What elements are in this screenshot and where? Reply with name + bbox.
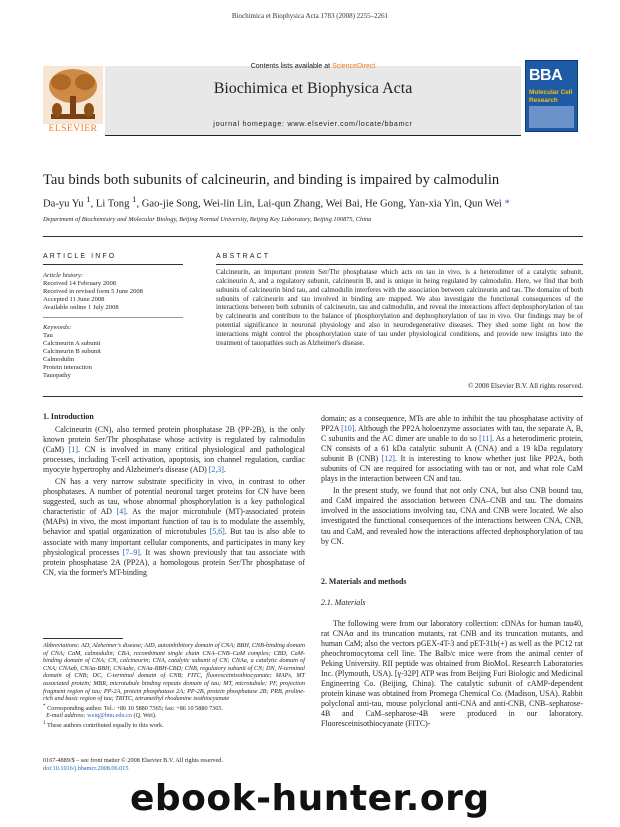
- corresponding-note: * Corresponding author. Tel.: +86 10 5880 7365; fax: +86 10 5880 7365.: [43, 702, 224, 712]
- equal-contribution-mark[interactable]: 1: [132, 194, 137, 204]
- history-item: Available online 1 July 2008: [43, 304, 119, 311]
- footnote-divider: [43, 638, 123, 639]
- keywords-label: Keywords:: [43, 324, 72, 331]
- article-info: [43, 272, 183, 380]
- article-info-heading: ARTICLE INFO: [43, 253, 117, 260]
- contents-prefix: Contents lists available at: [250, 63, 333, 70]
- equal-note: $^1$ These authors contributed equally to this work.: [43, 720, 164, 730]
- history-label: Article history:: [43, 272, 84, 279]
- citation-link[interactable]: [10]: [341, 424, 355, 434]
- subsection-heading: 2.1. Materials: [321, 598, 366, 607]
- citation-link[interactable]: [1]: [68, 445, 78, 455]
- history-item: Received 14 February 2008: [43, 280, 117, 287]
- keyword: Tau: [43, 332, 53, 339]
- keyword: Calmodulin: [43, 356, 75, 363]
- keyword: Calcineurin B subunit: [43, 348, 101, 355]
- affiliation: Department of Biochemistry and Molecular Biology, Beijing Normal University, Beijing Key Laboratory, Beijing 100875, China: [43, 216, 372, 223]
- citation-link[interactable]: [12]: [381, 454, 395, 464]
- divider: [43, 236, 583, 237]
- author-others: , Gao-jie Song, Wei-lin Lin, Lai-qun Zhang, Wei Bai, He Gong, Yan-xia Yin, Qun Wei: [136, 198, 505, 210]
- copyright: © 2008 Elsevier B.V. All rights reserved.: [467, 382, 583, 390]
- running-head: Biochimica et Biophysica Acta 1783 (2008) 2255–2261: [231, 12, 389, 20]
- abstract-text: Calcineurin, an important protein Ser/Thr phosphatase which acts on tau in vivo, is a heterodimer of a catalytic subunit, calcineurin A, and a regulatory subunit, calcineurin B, and is unique in being regulated by calmodulin. Here, we find that both subunits of calcineurin bind tau, and calmodulin interferes with the association between calcineurin and tau. The domains of both subunits of calcineurin and tau involved in binding are mapped. We also investigate the functional consequences of the interactions between both subunits of calcineurin, tau and calmodulin, and reveal the interactions affect dephosphorylation of tau by calcineurin and contribute to the balance of phosphorylation and dephosphorylation of tau in vivo. Our findings may be of potential significance in neuronal physiology and also in neurodegenerative diseases. They shed some light on how the interactions might control the phosphorylation state of tau under physiological conditions, and provide new insights into the treatment of tauopathies such as Alzheimer's disease.: [216, 268, 583, 347]
- cover-subtitle: Molecular Cell Research: [529, 89, 573, 104]
- journal-cover-thumbnail[interactable]: [525, 60, 578, 132]
- divider: [43, 312, 183, 318]
- keyword: Calcineurin A subunit: [43, 340, 101, 347]
- author-yu: Da-yu Yu: [43, 198, 87, 210]
- contents-line: [43, 63, 583, 70]
- article-title: Tau binds both subunits of calcineurin, and binding is impaired by calmodulin: [43, 172, 500, 188]
- email-link[interactable]: weiq@bnu.edu.cn: [87, 712, 132, 720]
- materials-column: [321, 619, 583, 732]
- footnotes: [43, 642, 305, 730]
- paragraph: domain; as a consequence, MTs are able to inhibit the tau phosphatase activity of PP2A [10]. Although the PP2A holoenzyme associates with tau, the separate A, B, C subunits and the AC dimer are unable to do so [11]. As a heterodimeric protein, CN consists of a 61 kDa catalytic subunit A (CNA) and a 19 kDa regulatory subunit B (CNB) [12]. It is interesting to know whether just like PP2A, both subunits of CN are required for associating with tau or not, and what role CaM plays in the interaction between CN and tau.: [321, 414, 583, 484]
- abbreviations: Abbreviations: AD, Alzheimer's disease; AID, autoinhibitory domain of CNA; BBH, CNB-binding domain of CNA; CaM, calmodulin; CBA, recombinant single chain CNA–CNB–CaM complex; CBD, CaM-binding domain of CNA; CN, calcineurin; CNA, catalytic subunit of CN; CNAa, a catalytic domain of CNA; CNAab, CNAa-BBH; CNAabc, CNAa-BBH-CBD; CNB, regulatory subunit of CN; DN, N-terminal domain of CNB; DC, C-terminal domain of CNB; FITC, fluoresceinisothiocyanate; MAPs, MT associated protein; MBR, microtubule binding repeats domain of tau; MT, microtubule; PF, projection fragment region of tau; PP-2A, protein phosphatase 2A; PP-2B, protein phosphatase 2B; PRB, proline-rich and basic region of tau; TRITC, tetramethyl rhodamine isothiocyanate: [43, 642, 305, 703]
- citation-link[interactable]: [5,6]: [209, 527, 225, 537]
- elsevier-tree-icon: [43, 66, 103, 132]
- paragraph: Calcineurin (CN), also termed protein phosphatase 2B (PP-2B), is the only known protein Ser/Thr phosphatase whose activity is regulated by calmodulin (CaM) [1]. CN is involved in many critical physiological and pathological processes, including T-cell activation, apoptosis, ion channel regulation, cardiac myocyte hypertrophy and Alzheimer's disease (AD) [2,3].: [43, 425, 305, 475]
- sciencedirect-link[interactable]: ScienceDirect: [332, 63, 376, 70]
- section-heading: 2. Materials and methods: [321, 577, 407, 586]
- keyword: Protein interaction: [43, 364, 92, 371]
- journal-masthead: [43, 58, 583, 136]
- divider: [216, 264, 583, 265]
- keyword: Tauopathy: [43, 372, 71, 379]
- history-item: Received in revised form 5 June 2008: [43, 288, 143, 295]
- paragraph: CN has a very narrow substrate specificity in vivo, in contrast to other phosphatases. A number of potential neuronal target proteins for CN have been suggested, such as tau, whose abnormal phosphorylation is a key pathological characteristic of AD [4]. As the major microtubule (MT)-associated protein (MAPs) in vivo, the most important function of tau is to modulate the assembly, behavior and spatial organization of microtubules [5,6]. But tau is also able to associate with many important cellular components, and participates in many key physiological processes [7–9]. It was shown previously that tau associate with protein phosphatase 2A (PP2A), a homologous protein Ser/Thr phosphatase of CN, via the former's MT-binding: [43, 477, 306, 577]
- divider: [43, 396, 583, 397]
- watermark: ebook-hunter.org: [130, 778, 490, 819]
- issn-line: 0167-4889/$ – see front matter © 2008 Elsevier B.V. All rights reserved.: [43, 757, 223, 764]
- paragraph: In the present study, we found that not only CNA, but also CNB bound tau, and CaM impaired the association between CNA–CNB and tau. The domains involved in the associations involving tau, CNA and CNB were located. We also investigated the functional consequences of the interactions between CNA, CNB, tau and CaM, and revealed how the interactions affected dephosphorylation of tau by CN.: [321, 486, 583, 546]
- abstract-heading: ABSTRACT: [216, 253, 271, 260]
- divider: [43, 264, 183, 265]
- history-item: Accepted 11 June 2008: [43, 296, 105, 303]
- cover-title: BBA: [529, 67, 563, 84]
- citation-link[interactable]: [7–9]: [122, 547, 140, 557]
- email-note: E-mail address: weiq@bnu.edu.cn (Q. Wei).: [46, 712, 157, 720]
- journal-name: Biochimica et Biophysica Acta: [213, 80, 413, 97]
- citation-link[interactable]: [11]: [479, 434, 492, 444]
- citation-link[interactable]: [4]: [116, 507, 126, 517]
- page-footer: [43, 757, 305, 772]
- citation-link[interactable]: [2,3]: [208, 465, 224, 475]
- author-tong: , Li Tong: [90, 198, 133, 210]
- right-column: [321, 414, 583, 549]
- author-list: [43, 194, 583, 210]
- corresponding-author-mark[interactable]: *: [504, 198, 510, 210]
- paragraph: The following were from our laboratory collection: cDNAs for human tau40, rat CNAα and its truncation mutants, rat CNB and its truncation mutants, and human CaM; also the vectors pGEX-4T-3 and pET-31b(+) as well as the PC12 rat pheochromocytoma cell line. The Balb/c mice were from the animal center of Peking University. RII peptide was obtained from BioMoL Research Laboratories Inc. (Plymouth, USA). [γ-32P] ATP was from Beijing Furi Biologic and Medicinal Engineering Co. (Beijing, China). The catalytic subunit of cAMP-dependent protein kinase was obtained from Promega Chemical Co. (Madison, USA). Rabbit polyclonal anti-tau, mouse polyclonal anti-CNA and anti-CNB, CNB–sepharose-4B and CaM–sepharose-4B were produced in our laboratory. Fluoresceinisothiocyanate (FITC)-: [321, 619, 583, 729]
- doi-link[interactable]: doi:10.1016/j.bbamcr.2008.06.015: [43, 764, 129, 772]
- cover-artwork: [529, 106, 574, 128]
- equal-contribution-mark[interactable]: 1: [86, 194, 91, 204]
- journal-homepage[interactable]: journal homepage: www.elsevier.com/locate/bbamcr: [213, 119, 413, 128]
- section-heading: 1. Introduction: [43, 412, 94, 421]
- elsevier-wordmark: ELSEVIER: [48, 124, 98, 134]
- left-column: [43, 425, 305, 580]
